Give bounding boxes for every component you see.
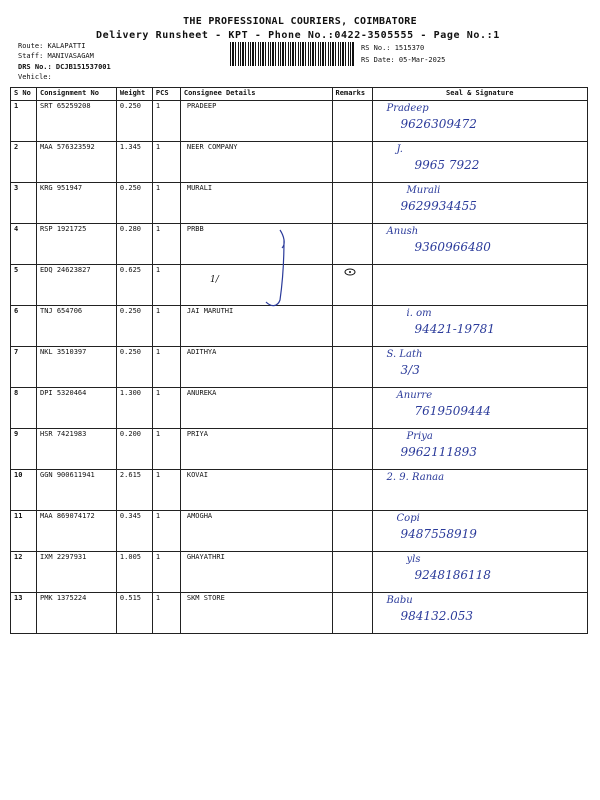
row-consignee: GHAYATHRI	[180, 552, 332, 593]
row-consignee: KOVAI	[180, 470, 332, 511]
signature-name: S. Lath	[386, 349, 423, 360]
pen-mark-icon	[262, 226, 290, 312]
signature-phone: 3/3	[400, 363, 420, 377]
col-header-sno: S No	[11, 88, 37, 101]
table-row	[11, 101, 588, 142]
row-pcs: 1	[152, 388, 180, 429]
row-pcs: 1	[152, 593, 180, 634]
row-pcs: 1	[152, 552, 180, 593]
rs-number: RS No.: 1515370	[361, 44, 425, 52]
route-label: Route: KALAPATTI	[18, 42, 86, 50]
row-weight: 0.250	[116, 306, 152, 347]
row-sno: 1	[11, 101, 37, 142]
row-consignee: MURALI	[180, 183, 332, 224]
row-consignment-no: SRT 65259208	[36, 101, 116, 142]
table-row	[11, 142, 588, 183]
row-pcs: 1	[152, 306, 180, 347]
table-row	[11, 511, 588, 552]
row-consignee	[180, 265, 332, 306]
row-signature	[372, 265, 587, 306]
row-consignee: PRBB	[180, 224, 332, 265]
row-sno: 4	[11, 224, 37, 265]
row-signature	[372, 593, 587, 634]
signature-name: 2. 9. Ranaa	[386, 472, 445, 483]
row-consignment-no: NKL 3510397	[36, 347, 116, 388]
row-remarks	[332, 388, 372, 429]
signature-name: yls	[406, 554, 421, 565]
col-header-consignment: Consignment No	[36, 88, 116, 101]
table-row	[11, 388, 588, 429]
row-sno: 13	[11, 593, 37, 634]
table-row	[11, 183, 588, 224]
row-signature	[372, 388, 587, 429]
row-signature	[372, 429, 587, 470]
row-sno: 5	[11, 265, 37, 306]
row-consignee: JAI MARUTHI	[180, 306, 332, 347]
col-header-consignee: Consignee Details	[180, 88, 332, 101]
signature-phone: 9962111893	[400, 445, 477, 459]
row-remarks	[332, 306, 372, 347]
row-sno: 8	[11, 388, 37, 429]
row-sno: 12	[11, 552, 37, 593]
row-sno: 10	[11, 470, 37, 511]
signature-name: Priya	[406, 431, 433, 442]
row-consignee: SKM STORE	[180, 593, 332, 634]
row-signature	[372, 101, 587, 142]
remark-circle-icon	[344, 268, 356, 276]
row-consignment-no: IXM 2297931	[36, 552, 116, 593]
signature-phone: 9360966480	[414, 240, 491, 254]
row-consignee: ANUREKA	[180, 388, 332, 429]
table-row	[11, 306, 588, 347]
table-header-row	[11, 88, 588, 101]
row-remarks	[332, 552, 372, 593]
row-weight: 0.200	[116, 429, 152, 470]
signature-phone: 7619509444	[414, 404, 491, 418]
row-consignee: PRADEEP	[180, 101, 332, 142]
vehicle-label: Vehicle:	[18, 73, 52, 81]
row-pcs: 1	[152, 511, 180, 552]
row-signature	[372, 347, 587, 388]
row-weight: 0.250	[116, 101, 152, 142]
runsheet-table	[10, 87, 588, 634]
runsheet-title: Delivery Runsheet - KPT - Phone No.:0422-3505555 - Page No.:1	[96, 30, 500, 41]
row-remarks	[332, 429, 372, 470]
row-signature	[372, 470, 587, 511]
rs-date: RS Date: 05-Mar-2025	[361, 56, 446, 64]
row-consignment-no: MAA 576323592	[36, 142, 116, 183]
row-weight: 1.005	[116, 552, 152, 593]
signature-phone: 9965 7922	[414, 158, 480, 172]
table-row	[11, 429, 588, 470]
row-consignment-no: EDQ 24623827	[36, 265, 116, 306]
row-remarks	[332, 142, 372, 183]
signature-name: Pradeep	[386, 103, 429, 114]
row-consignee: ADITHYA	[180, 347, 332, 388]
signature-phone: 984132.053	[400, 609, 474, 623]
col-header-weight: Weight	[116, 88, 152, 101]
row-consignment-no: RSP 1921725	[36, 224, 116, 265]
row-weight: 0.250	[116, 347, 152, 388]
row-consignment-no: HSR 7421983	[36, 429, 116, 470]
row-pcs: 1	[152, 101, 180, 142]
row-remarks	[332, 511, 372, 552]
row-consignment-no: TNJ 654706	[36, 306, 116, 347]
row-weight: 2.615	[116, 470, 152, 511]
signature-phone: 9629934455	[400, 199, 477, 213]
row-pcs: 1	[152, 142, 180, 183]
row-sno: 9	[11, 429, 37, 470]
table-body	[11, 101, 588, 634]
staff-label: Staff: MANIVASAGAM	[18, 52, 94, 60]
row-weight: 0.250	[116, 183, 152, 224]
row-consignment-no: MAA 869074172	[36, 511, 116, 552]
row-consignment-no: DPI 5320464	[36, 388, 116, 429]
row-remarks	[332, 347, 372, 388]
row-sno: 6	[11, 306, 37, 347]
row-consignment-no: GGN 900611941	[36, 470, 116, 511]
table-row	[11, 552, 588, 593]
row-signature	[372, 183, 587, 224]
row-weight: 1.300	[116, 388, 152, 429]
row-remarks	[332, 593, 372, 634]
row-consignee: PRIYA	[180, 429, 332, 470]
signature-name: Copi	[396, 513, 420, 524]
row-signature	[372, 306, 587, 347]
signature-name: Anush	[386, 226, 419, 237]
table-row	[11, 347, 588, 388]
row-signature	[372, 224, 587, 265]
barcode-image	[230, 42, 354, 66]
row-signature	[372, 552, 587, 593]
row-sno: 2	[11, 142, 37, 183]
table-row	[11, 470, 588, 511]
col-header-remarks: Remarks	[332, 88, 372, 101]
signature-phone: 94421-19781	[414, 322, 495, 336]
row-weight: 0.515	[116, 593, 152, 634]
row-pcs: 1	[152, 347, 180, 388]
row-pcs: 1	[152, 265, 180, 306]
signature-name: J.	[396, 144, 403, 155]
signature-phone: 9487558919	[400, 527, 477, 541]
row-sno: 7	[11, 347, 37, 388]
signature-name: Murali	[406, 185, 441, 196]
row-signature	[372, 142, 587, 183]
signature-phone: 9626309472	[400, 117, 477, 131]
row-remarks	[332, 224, 372, 265]
row-signature	[372, 511, 587, 552]
row-weight: 0.280	[116, 224, 152, 265]
row-weight: 0.625	[116, 265, 152, 306]
row-consignment-no: KRG 951947	[36, 183, 116, 224]
company-title: THE PROFESSIONAL COURIERS, COIMBATORE	[183, 16, 417, 27]
table-row	[11, 593, 588, 634]
col-header-signature: Seal & Signature	[372, 88, 587, 101]
row-remarks	[332, 470, 372, 511]
tick-mark: 1/	[210, 275, 219, 285]
row-pcs: 1	[152, 429, 180, 470]
col-header-pcs: PCS	[152, 88, 180, 101]
row-remarks	[332, 101, 372, 142]
row-pcs: 1	[152, 224, 180, 265]
signature-phone: 9248186118	[414, 568, 491, 582]
row-consignee: AMOGHA	[180, 511, 332, 552]
signature-name: Anurre	[396, 390, 433, 401]
row-weight: 1.345	[116, 142, 152, 183]
table-row	[11, 224, 588, 265]
table-row	[11, 265, 588, 306]
row-remarks	[332, 183, 372, 224]
row-pcs: 1	[152, 470, 180, 511]
signature-name: i. om	[406, 308, 432, 319]
row-pcs: 1	[152, 183, 180, 224]
signature-name: Babu	[386, 595, 413, 606]
row-consignee: NEER COMPANY	[180, 142, 332, 183]
row-weight: 0.345	[116, 511, 152, 552]
row-sno: 3	[11, 183, 37, 224]
drs-number: DRS No.: DCJB151537001	[18, 63, 111, 71]
row-sno: 11	[11, 511, 37, 552]
row-consignment-no: PMK 1375224	[36, 593, 116, 634]
